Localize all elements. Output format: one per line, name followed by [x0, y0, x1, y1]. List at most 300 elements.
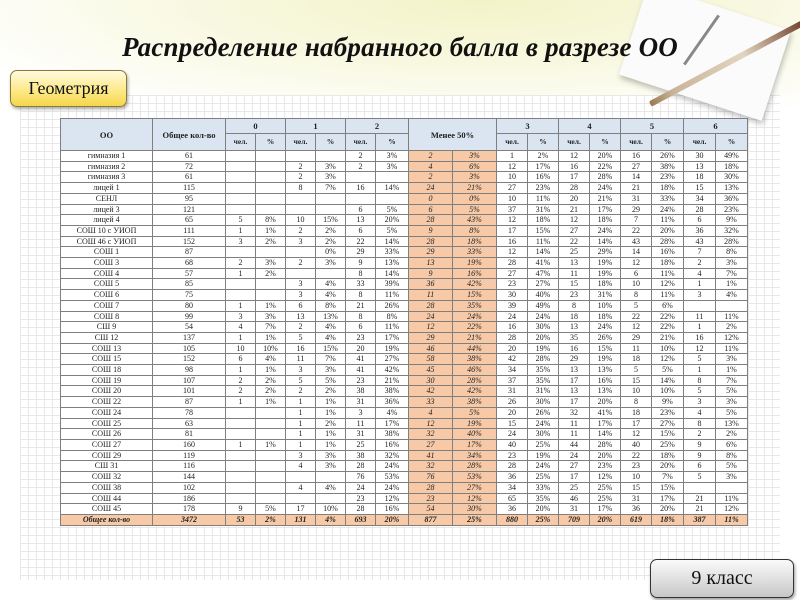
cell-s3p: 24%	[528, 461, 559, 472]
cell-s6n: 28	[684, 204, 716, 215]
cell-total: 98	[153, 365, 226, 376]
cell-s3n: 37	[497, 204, 528, 215]
cell-bp: 40%	[453, 429, 497, 440]
cell-s6p: 12%	[716, 332, 748, 343]
cell-s5p: 23%	[652, 172, 684, 183]
subject-button-geometry[interactable]: Геометрия	[10, 70, 127, 107]
cell-s4p: 31%	[590, 290, 621, 301]
cell-bn: 28	[409, 215, 453, 226]
cell-s1p: 4%	[316, 514, 346, 525]
cell-s3p: 35%	[528, 493, 559, 504]
subheader-people: чел.	[346, 134, 376, 151]
cell-s5n: 31	[621, 493, 652, 504]
col-header-score-6: 6	[684, 119, 748, 134]
cell-s0n	[226, 418, 256, 429]
cell-s1p: 3%	[316, 461, 346, 472]
cell-bn: 58	[409, 354, 453, 365]
cell-s5n: 29	[621, 332, 652, 343]
cell-s5p: 16%	[652, 247, 684, 258]
cell-s3p: 20%	[528, 504, 559, 515]
cell-s4n: 21	[559, 204, 590, 215]
cell-s4n: 709	[559, 514, 590, 525]
cell-total: 87	[153, 247, 226, 258]
cell-s5p: 20%	[652, 461, 684, 472]
cell-s4p: 18%	[590, 215, 621, 226]
cell-s2p: 24%	[376, 461, 409, 472]
cell-s0p: 1%	[256, 225, 286, 236]
cell-total: 61	[153, 151, 226, 162]
cell-s3p: 14%	[528, 247, 559, 258]
cell-total: 61	[153, 172, 226, 183]
cell-bp: 43%	[453, 215, 497, 226]
cell-s6p: 11%	[716, 343, 748, 354]
cell-s3n: 28	[497, 332, 528, 343]
table-row	[61, 247, 748, 258]
cell-s0p	[256, 247, 286, 258]
cell-s0p	[256, 204, 286, 215]
cell-s0p	[256, 429, 286, 440]
cell-s2p: 14%	[376, 236, 409, 247]
cell-s0n	[226, 161, 256, 172]
cell-s2n: 3	[346, 407, 376, 418]
cell-school-name: СШ 9	[61, 322, 153, 333]
cell-s0n	[226, 247, 256, 258]
cell-s3n: 31	[497, 386, 528, 397]
cell-s1p: 4%	[316, 322, 346, 333]
cell-s4p: 19%	[590, 258, 621, 269]
cell-s2n: 13	[346, 215, 376, 226]
cell-s2n: 6	[346, 225, 376, 236]
cell-s6p: 5%	[716, 386, 748, 397]
cell-s0n: 4	[226, 322, 256, 333]
cell-s5n: 40	[621, 439, 652, 450]
cell-s0p: 3%	[256, 311, 286, 322]
cell-s1p	[316, 151, 346, 162]
cell-s2n: 28	[346, 461, 376, 472]
cell-s1p: 2%	[316, 418, 346, 429]
cell-s5n: 10	[621, 386, 652, 397]
cell-s1p: 4%	[316, 482, 346, 493]
cell-bn: 9	[409, 225, 453, 236]
cell-s3n: 20	[497, 343, 528, 354]
cell-s4n: 15	[559, 279, 590, 290]
cell-s5p: 20%	[652, 504, 684, 515]
cell-s1p: 15%	[316, 215, 346, 226]
cell-s2p: 5%	[376, 225, 409, 236]
cell-s6n: 2	[684, 258, 716, 269]
cell-s6p: 3%	[716, 472, 748, 483]
cell-s0p: 10%	[256, 343, 286, 354]
cell-s1n: 1	[286, 429, 316, 440]
cell-s4n: 20	[559, 193, 590, 204]
cell-s2p: 4%	[376, 407, 409, 418]
cell-s4p: 12%	[590, 472, 621, 483]
cell-s1p	[316, 472, 346, 483]
col-header-score-4: 4	[559, 119, 621, 134]
cell-s0p: 8%	[256, 215, 286, 226]
cell-s3p: 19%	[528, 343, 559, 354]
cell-s0n: 1	[226, 300, 256, 311]
cell-s3n: 23	[497, 279, 528, 290]
cell-total: 137	[153, 332, 226, 343]
cell-s1n: 1	[286, 418, 316, 429]
cell-total: 75	[153, 290, 226, 301]
cell-s2p: 14%	[376, 268, 409, 279]
cell-s0p	[256, 172, 286, 183]
cell-s3n: 34	[497, 365, 528, 376]
cell-bn: 36	[409, 279, 453, 290]
cell-s2n: 8	[346, 290, 376, 301]
cell-s5n: 18	[621, 407, 652, 418]
cell-s6n: 3	[684, 397, 716, 408]
cell-s5n: 18	[621, 354, 652, 365]
cell-s3n: 16	[497, 322, 528, 333]
cell-s3p: 2%	[528, 151, 559, 162]
cell-s1n: 2	[286, 172, 316, 183]
cell-school-name: СЕНЛ	[61, 193, 153, 204]
cell-s6p: 3%	[716, 258, 748, 269]
cell-s0p: 2%	[256, 236, 286, 247]
cell-bn: 2	[409, 172, 453, 183]
cell-bp: 5%	[453, 407, 497, 418]
cell-s5p: 12%	[652, 354, 684, 365]
cell-s5n: 14	[621, 172, 652, 183]
table-row	[61, 225, 748, 236]
table-row	[61, 311, 748, 322]
cell-s3n: 37	[497, 375, 528, 386]
cell-bn: 9	[409, 268, 453, 279]
cell-s2p: 12%	[376, 493, 409, 504]
cell-s6n: 13	[684, 161, 716, 172]
cell-s0p	[256, 493, 286, 504]
table-row	[61, 236, 748, 247]
cell-s0n: 3	[226, 311, 256, 322]
cell-s4p: 17%	[590, 504, 621, 515]
cell-s1n: 16	[286, 343, 316, 354]
cell-s2n: 29	[346, 247, 376, 258]
cell-s6n: 9	[684, 450, 716, 461]
cell-s2p: 5%	[376, 204, 409, 215]
cell-s4p: 26%	[590, 332, 621, 343]
cell-s5n: 22	[621, 225, 652, 236]
cell-s4p: 22%	[590, 161, 621, 172]
table-row	[61, 407, 748, 418]
cell-s3n: 27	[497, 268, 528, 279]
table-row	[61, 279, 748, 290]
cell-s6p: 28%	[716, 236, 748, 247]
cell-s4p: 20%	[590, 151, 621, 162]
cell-s5p: 33%	[652, 193, 684, 204]
cell-s3p: 30%	[528, 397, 559, 408]
cell-s3n: 36	[497, 504, 528, 515]
cell-s6p: 5%	[716, 461, 748, 472]
col-header-score-3: 3	[497, 119, 559, 134]
cell-s5n: 12	[621, 322, 652, 333]
cell-s5p: 18%	[652, 450, 684, 461]
subheader-pct: %	[590, 134, 621, 151]
cell-s0p: 2%	[256, 514, 286, 525]
cell-s2n: 25	[346, 439, 376, 450]
cell-s4p: 25%	[590, 493, 621, 504]
cell-s5p: 12%	[652, 279, 684, 290]
cell-s4n: 11	[559, 429, 590, 440]
cell-s6p: 49%	[716, 151, 748, 162]
cell-s3p: 31%	[528, 204, 559, 215]
cell-s4n: 25	[559, 247, 590, 258]
cell-s0p	[256, 290, 286, 301]
cell-s5p: 17%	[652, 493, 684, 504]
cell-s5n: 27	[621, 161, 652, 172]
cell-total: 3472	[153, 514, 226, 525]
cell-bn: 4	[409, 161, 453, 172]
cell-school-name: СОШ 18	[61, 365, 153, 376]
cell-s0n	[226, 429, 256, 440]
cell-bn: 12	[409, 418, 453, 429]
cell-s2n: 38	[346, 386, 376, 397]
cell-s5n: 17	[621, 418, 652, 429]
cell-s4p: 10%	[590, 300, 621, 311]
cell-s4n: 27	[559, 461, 590, 472]
cell-s5n: 31	[621, 193, 652, 204]
cell-s0p: 2%	[256, 268, 286, 279]
cell-bn: 28	[409, 482, 453, 493]
cell-s1n: 3	[286, 290, 316, 301]
cell-s2n: 23	[346, 493, 376, 504]
cell-s6n: 11	[684, 311, 716, 322]
subheader-pct: %	[652, 134, 684, 151]
cell-s5n: 10	[621, 472, 652, 483]
cell-s5n: 6	[621, 268, 652, 279]
cell-s2p: 11%	[376, 322, 409, 333]
cell-s1p	[316, 493, 346, 504]
cell-bp: 21%	[453, 183, 497, 194]
col-header-score-0: 0	[226, 119, 286, 134]
cell-s1n	[286, 268, 316, 279]
cell-s4p: 21%	[590, 193, 621, 204]
cell-s2p: 21%	[376, 375, 409, 386]
cell-s5n: 5	[621, 300, 652, 311]
cell-s2p: 39%	[376, 279, 409, 290]
page-title: Распределение набранного балла в разрезе ОО	[122, 32, 678, 62]
cell-s3p: 16%	[528, 172, 559, 183]
cell-s0n: 6	[226, 354, 256, 365]
subheader-pct: %	[256, 134, 286, 151]
cell-s0p	[256, 161, 286, 172]
cell-s1n	[286, 472, 316, 483]
cell-bn: 13	[409, 258, 453, 269]
cell-bn: 32	[409, 429, 453, 440]
cell-bp: 3%	[453, 172, 497, 183]
cell-school-name: СОШ 27	[61, 439, 153, 450]
cell-s1p: 5%	[316, 375, 346, 386]
cell-bp: 22%	[453, 322, 497, 333]
cell-s0n: 1	[226, 397, 256, 408]
cell-school-name: гимназия 2	[61, 161, 153, 172]
cell-s4n: 22	[559, 236, 590, 247]
cell-s2p: 38%	[376, 386, 409, 397]
table-row	[61, 343, 748, 354]
table-row	[61, 493, 748, 504]
cell-s4p: 14%	[590, 429, 621, 440]
cell-bn: 33	[409, 397, 453, 408]
cell-s4n: 28	[559, 183, 590, 194]
cell-school-name: СОШ 3	[61, 258, 153, 269]
cell-s4p: 20%	[590, 450, 621, 461]
cell-s2n	[346, 172, 376, 183]
cell-s3p: 11%	[528, 236, 559, 247]
cell-total: 72	[153, 161, 226, 172]
cell-bp: 5%	[453, 204, 497, 215]
cell-school-name: гимназия 3	[61, 172, 153, 183]
cell-s2n: 28	[346, 504, 376, 515]
cell-total: 65	[153, 215, 226, 226]
cell-bn: 29	[409, 332, 453, 343]
cell-total: 99	[153, 311, 226, 322]
cell-s2n: 31	[346, 397, 376, 408]
cell-s3p: 11%	[528, 193, 559, 204]
cell-s4p: 17%	[590, 204, 621, 215]
table-row	[61, 354, 748, 365]
cell-total: 178	[153, 504, 226, 515]
cell-total: 57	[153, 268, 226, 279]
cell-total: 152	[153, 236, 226, 247]
cell-s4p: 13%	[590, 365, 621, 376]
cell-bn: 27	[409, 439, 453, 450]
cell-s6p: 13%	[716, 183, 748, 194]
cell-s5p: 7%	[652, 472, 684, 483]
cell-bp: 18%	[453, 236, 497, 247]
cell-s2n: 38	[346, 450, 376, 461]
cell-s1p: 3%	[316, 365, 346, 376]
cell-s2n: 31	[346, 429, 376, 440]
cell-s3n: 12	[497, 215, 528, 226]
cell-s2n: 693	[346, 514, 376, 525]
cell-total: 119	[153, 450, 226, 461]
table-row	[61, 472, 748, 483]
cell-s1n: 5	[286, 332, 316, 343]
cell-school-name: гимназия 1	[61, 151, 153, 162]
cell-s4p: 15%	[590, 343, 621, 354]
cell-s6p: 1%	[716, 279, 748, 290]
cell-s5n: 14	[621, 247, 652, 258]
cell-s4n: 44	[559, 439, 590, 450]
cell-s6p: 13%	[716, 418, 748, 429]
cell-s4p: 18%	[590, 311, 621, 322]
table-row	[61, 397, 748, 408]
cell-s2p: 38%	[376, 429, 409, 440]
cell-s2p: 8%	[376, 311, 409, 322]
cell-s3p: 27%	[528, 279, 559, 290]
cell-s6n: 21	[684, 504, 716, 515]
cell-s3n: 36	[497, 472, 528, 483]
cell-s6n: 1	[684, 322, 716, 333]
cell-s1n: 3	[286, 450, 316, 461]
cell-s6n: 5	[684, 354, 716, 365]
cell-s0n	[226, 193, 256, 204]
cell-s3p: 24%	[528, 311, 559, 322]
cell-total: 101	[153, 386, 226, 397]
cell-school-name: СОШ 26	[61, 429, 153, 440]
cell-s1p	[316, 204, 346, 215]
cell-s1n: 4	[286, 461, 316, 472]
cell-s1p: 1%	[316, 407, 346, 418]
cell-s6p: 11%	[716, 514, 748, 525]
grade-9-button[interactable]: 9 класс	[650, 559, 794, 598]
table-row	[61, 365, 748, 376]
cell-s0n	[226, 204, 256, 215]
cell-bp: 35%	[453, 300, 497, 311]
cell-s0p: 3%	[256, 258, 286, 269]
cell-s4n: 12	[559, 151, 590, 162]
cell-s0n	[226, 461, 256, 472]
cell-total: 63	[153, 418, 226, 429]
cell-s3p: 25%	[528, 514, 559, 525]
cell-bp: 46%	[453, 365, 497, 376]
cell-school-name: СОШ 45	[61, 504, 153, 515]
cell-s1n	[286, 493, 316, 504]
cell-bn: 0	[409, 193, 453, 204]
cell-s4n: 35	[559, 332, 590, 343]
cell-bp: 19%	[453, 258, 497, 269]
cell-s4n: 27	[559, 225, 590, 236]
cell-s5n: 12	[621, 258, 652, 269]
cell-s2p: 36%	[376, 397, 409, 408]
cell-s0n	[226, 172, 256, 183]
cell-s5p: 23%	[652, 407, 684, 418]
cell-bp: 17%	[453, 439, 497, 450]
table-row	[61, 300, 748, 311]
cell-s3p: 31%	[528, 386, 559, 397]
cell-s4n: 17	[559, 375, 590, 386]
cell-s1n: 17	[286, 504, 316, 515]
cell-s4p: 17%	[590, 418, 621, 429]
cell-s6n: 387	[684, 514, 716, 525]
cell-s4n: 17	[559, 397, 590, 408]
cell-s4p: 24%	[590, 225, 621, 236]
cell-s6n: 7	[684, 247, 716, 258]
cell-s6n: 9	[684, 439, 716, 450]
cell-s1n	[286, 151, 316, 162]
cell-s0n: 2	[226, 386, 256, 397]
cell-s5p: 9%	[652, 397, 684, 408]
cell-s2p: 26%	[376, 300, 409, 311]
cell-bn: 45	[409, 365, 453, 376]
cell-s3p: 30%	[528, 429, 559, 440]
cell-s5n: 7	[621, 215, 652, 226]
cell-s4p: 14%	[590, 236, 621, 247]
cell-total: 78	[153, 407, 226, 418]
cell-s6p: 7%	[716, 375, 748, 386]
cell-s2p: 33%	[376, 247, 409, 258]
cell-s1p: 2%	[316, 386, 346, 397]
subheader-people: чел.	[286, 134, 316, 151]
col-header-below-50: Менее 50%	[409, 119, 497, 151]
cell-s3p: 40%	[528, 290, 559, 301]
cell-s2n: 20	[346, 343, 376, 354]
table-row	[61, 482, 748, 493]
cell-s0p	[256, 193, 286, 204]
subheader-pct: %	[528, 134, 559, 151]
cell-s0n: 2	[226, 375, 256, 386]
cell-s1p: 2%	[316, 236, 346, 247]
subheader-people: чел.	[559, 134, 590, 151]
cell-bp: 16%	[453, 268, 497, 279]
table-row	[61, 375, 748, 386]
cell-total: 144	[153, 472, 226, 483]
cell-s5n: 15	[621, 375, 652, 386]
cell-s6n: 1	[684, 279, 716, 290]
cell-s4p: 19%	[590, 268, 621, 279]
